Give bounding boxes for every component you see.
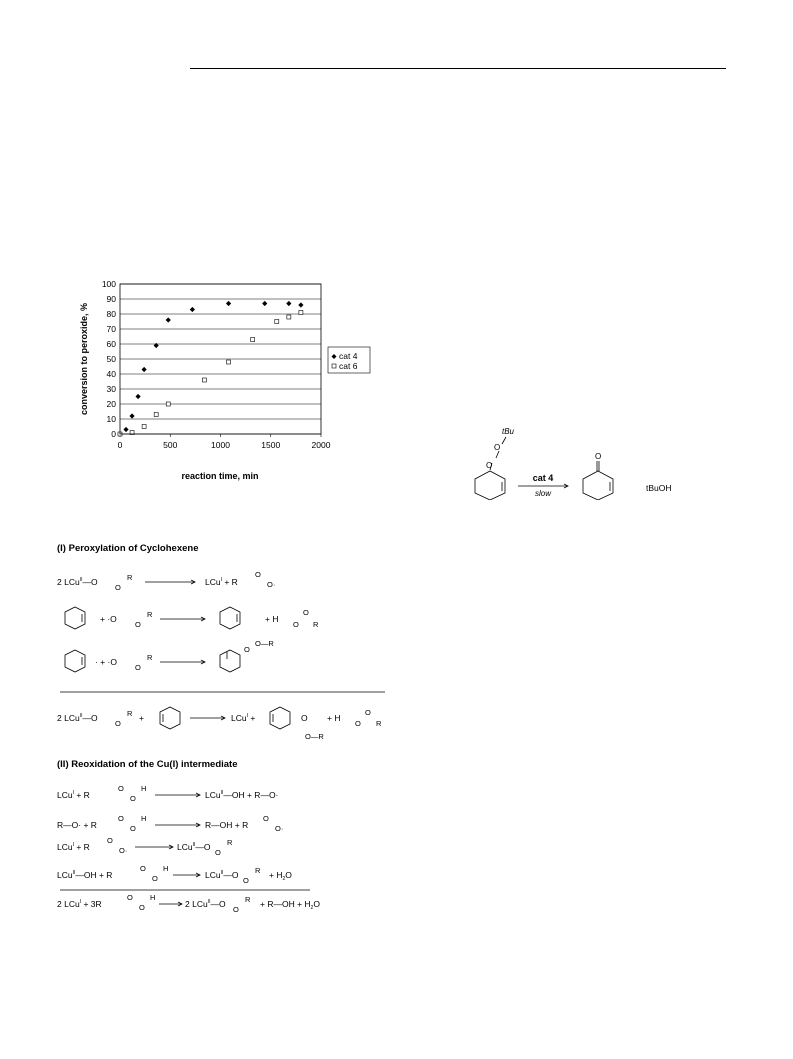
svg-text:O: O [293,620,299,629]
svg-text:2 LCuII—O: 2 LCu$^{II}$—O [57,577,98,587]
svg-text:O: O [494,443,501,452]
y-tick-label: 40 [106,369,116,379]
legend-label-cat-6: cat 6 [339,361,358,371]
svg-text:O: O [243,876,249,885]
legend-marker-cat-6 [332,364,336,368]
svg-text:+ H: + H [327,713,341,723]
svg-text:R—OH + R: R—OH + R [205,820,249,830]
point-cat-4 [123,427,128,432]
x-tick-label: 2000 [311,440,331,450]
point-cat-4 [298,302,303,307]
point-cat-4 [190,307,195,312]
svg-text:H: H [150,893,156,902]
svg-text:H: H [163,864,169,873]
svg-text:O: O [130,824,136,833]
svg-text:O: O [135,663,141,672]
svg-text:LCuI + R: LCu$^I$ + R [57,842,90,852]
svg-text:O: O [107,836,113,845]
point-cat-6 [251,338,255,342]
svg-text:O—R: O—R [255,639,274,648]
svg-text:· + ·O: · + ·O [95,657,117,667]
svg-text:R: R [227,838,233,847]
x-axis-label: reaction time, min [181,471,259,481]
svg-text:R: R [245,895,251,904]
svg-text:LCuII—O: LCu$^{II}$—O [205,870,239,880]
svg-text:O: O [127,893,133,902]
y-tick-label: 30 [106,384,116,394]
point-cat-4 [226,301,231,306]
point-cat-4 [154,343,159,348]
point-cat-4 [142,367,147,372]
svg-text:2 LCuII—O: 2 LCu$^{II}$—O [185,899,226,909]
point-cat-6 [142,425,146,429]
svg-text:LCuI + R: LCu$^I$ + R [205,577,238,587]
y-tick-label: 70 [106,324,116,334]
point-cat-6 [227,360,231,364]
svg-text:O: O [118,784,124,793]
svg-text:R: R [127,709,133,718]
svg-text:O: O [303,608,309,617]
svg-text:+ H2O: + $H_2O$ [269,870,292,882]
svg-text:O: O [244,645,250,654]
reactant-ring [475,471,505,500]
section2-title: (II) Reoxidation of the Cu(I) intermediate [57,759,238,770]
point-cat-6 [287,315,291,319]
svg-text:O: O [140,864,146,873]
point-cat-4 [166,317,171,322]
svg-text:H: H [141,784,147,793]
point-cat-6 [275,320,279,324]
svg-text:R—O· + R: R—O· + R [57,820,97,830]
svg-text:LCuII—OH + R—O·: LCu$^{II}$—OH + R—O· [205,790,279,800]
product-ring [583,471,613,500]
svg-text:O: O [139,903,145,912]
svg-text:+ R—OH + H2O: + R—OH + $H_2O$ [260,899,320,911]
y-tick-label: 100 [101,279,116,289]
svg-text:R: R [127,573,133,582]
y-tick-label: 0 [111,429,116,439]
x-tick-label: 1000 [211,440,230,450]
svg-text:O·: O· [275,824,284,833]
svg-text:+ H: + H [265,614,279,624]
svg-text:+ ·O: + ·O [100,614,117,624]
svg-text:LCuII—OH + R: LCu$^{II}$—OH + R [57,870,113,880]
svg-text:LCuI + R: LCu$^I$ + R [57,790,90,800]
point-cat-4 [262,301,267,306]
svg-text:O: O [355,719,361,728]
svg-text:O·: O· [119,846,128,855]
svg-text:O: O [233,905,239,914]
svg-text:O: O [130,794,136,803]
svg-text:H: H [141,814,147,823]
x-tick-label: 1500 [261,440,281,450]
chart-legend [328,347,370,373]
svg-text:O: O [118,814,124,823]
point-cat-6 [299,311,303,315]
point-cat-4 [129,413,134,418]
svg-text:2 LCuI + 3R: 2 LCu$^I$ + 3R [57,899,102,909]
svg-text:O: O [152,874,158,883]
point-cat-6 [154,413,158,417]
reaction-scheme [468,420,688,500]
section1-title: (I) Peroxylation of Cyclohexene [57,543,199,554]
svg-text:R: R [376,719,382,728]
svg-text:LCuII—O: LCu$^{II}$—O [177,842,211,852]
svg-text:O: O [595,452,602,461]
point-cat-6 [202,378,206,382]
y-tick-label: 10 [106,414,116,424]
svg-text:O: O [135,620,141,629]
tbu-label: tBu [502,427,515,436]
svg-text:O·: O· [267,580,276,589]
point-cat-4 [135,394,140,399]
y-tick-label: 90 [106,294,116,304]
x-tick-label: 500 [163,440,178,450]
y-tick-label: 80 [106,309,116,319]
x-tick-label: 0 [117,440,123,450]
svg-text:R: R [313,620,319,629]
svg-text:+: + [139,713,144,723]
svg-text:LCuI +: LCu$^I$ + [231,713,256,723]
svg-text:R: R [255,866,261,875]
y-tick-label: 60 [106,339,116,349]
svg-text:R: R [147,610,153,619]
legend-label-cat-4: cat 4 [339,351,358,361]
svg-text:O: O [115,719,121,728]
condition-label: slow [534,489,552,498]
header-rule [190,68,726,69]
svg-text:O: O [301,713,308,723]
y-tick-label: 50 [106,354,116,364]
svg-text:O: O [486,461,493,470]
svg-text:R: R [147,653,153,662]
point-cat-4 [286,301,291,306]
svg-text:O: O [115,583,121,592]
svg-text:O: O [255,570,261,579]
svg-text:O—R: O—R [305,732,324,741]
svg-text:O: O [365,708,371,717]
byproduct-label: tBuOH [646,483,672,493]
svg-text:2 LCuII—O: 2 LCu$^{II}$—O [57,713,98,723]
conversion-chart [75,275,375,490]
y-tick-label: 20 [106,399,116,409]
point-cat-6 [166,402,170,406]
y-axis-label: conversion to peroxide, % [79,302,89,416]
catalyst-label: cat 4 [532,473,554,483]
mechanism-scheme [55,535,395,935]
svg-text:O: O [263,814,269,823]
svg-text:O: O [215,848,221,857]
